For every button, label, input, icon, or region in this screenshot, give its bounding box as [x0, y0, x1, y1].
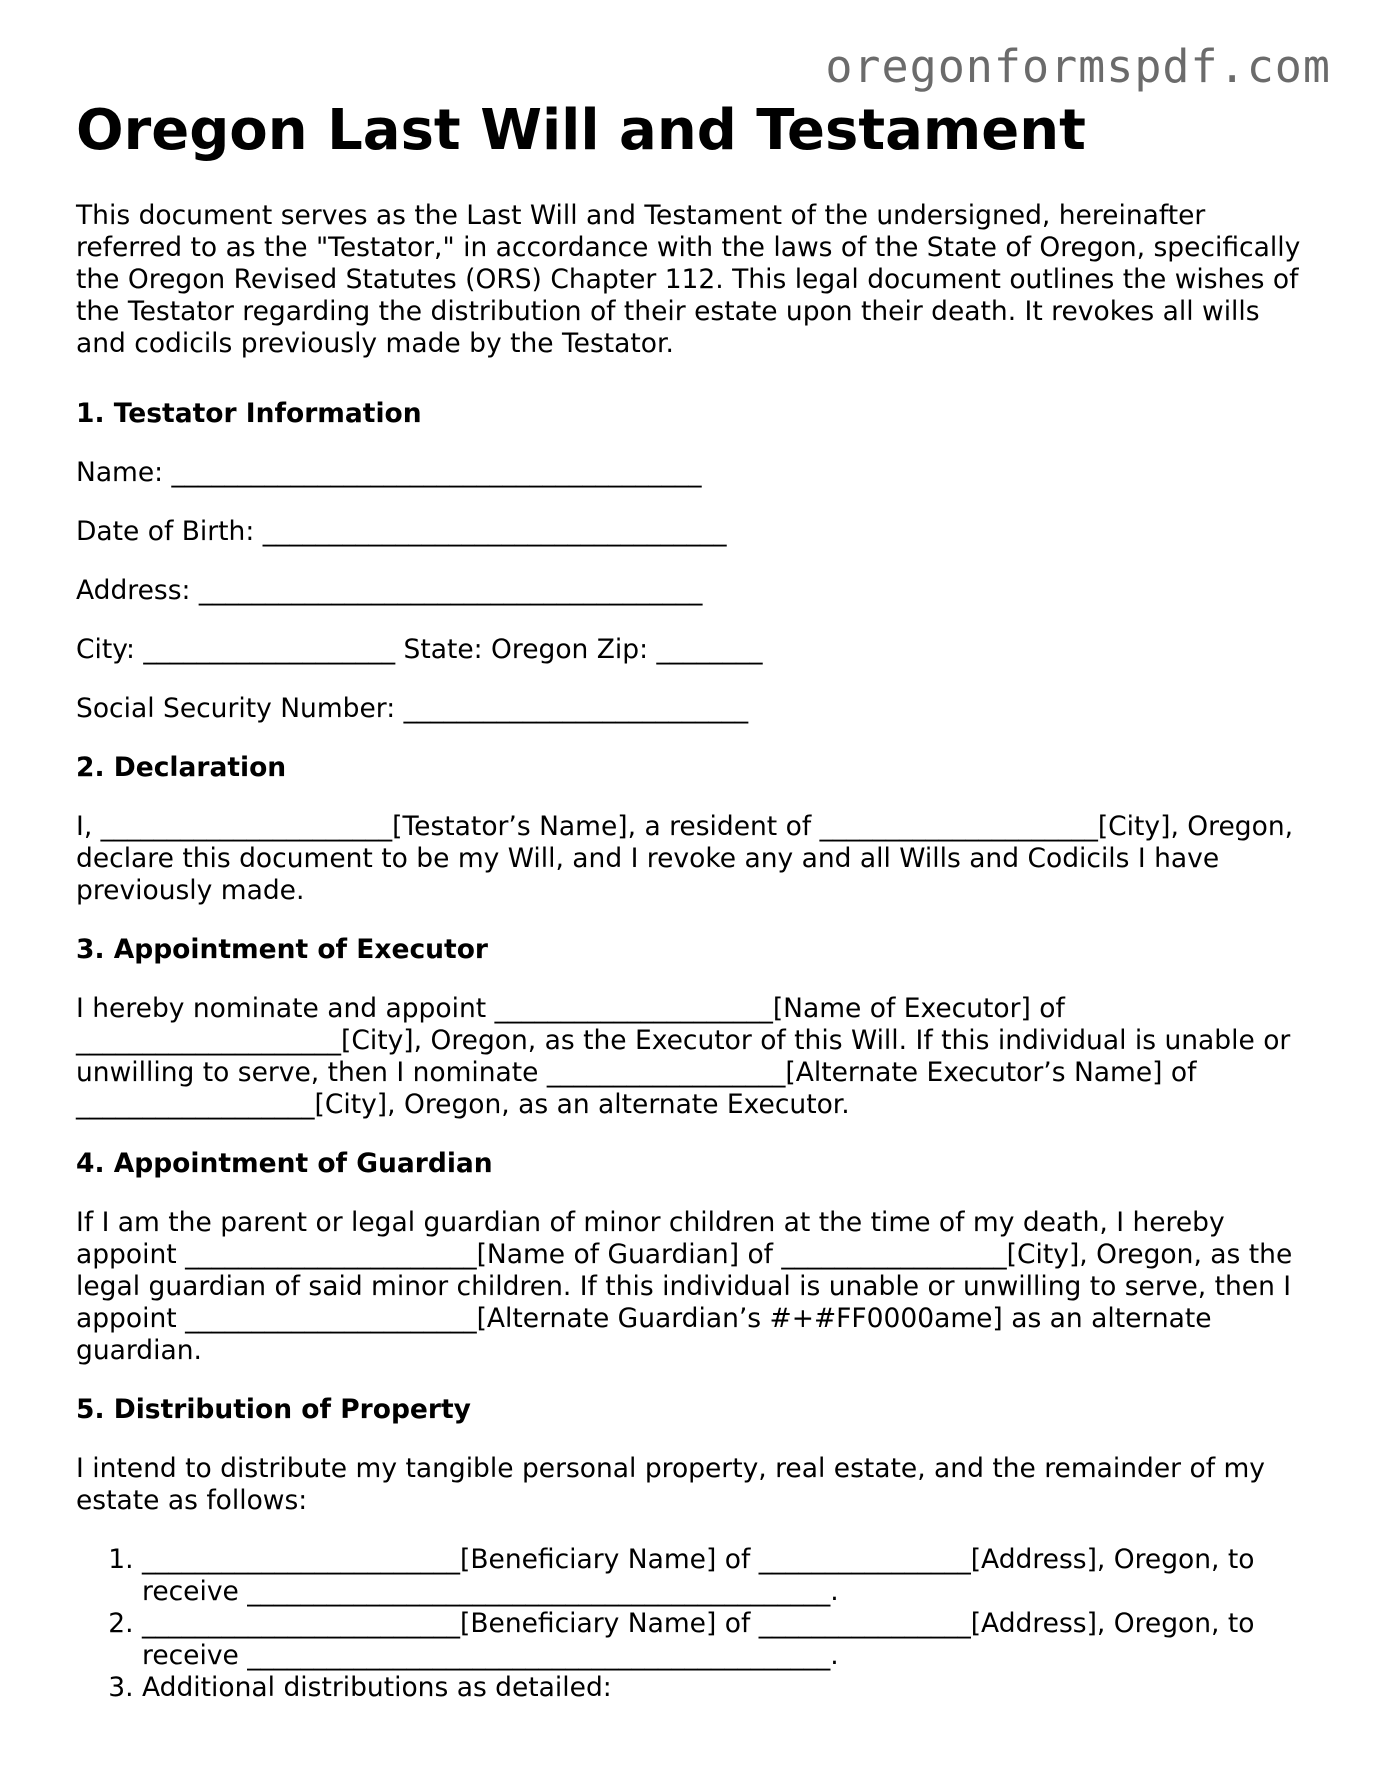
distribution-list: [76, 1544, 1316, 1704]
field-address: Address: ______________________________________: [76, 574, 703, 606]
section-5-heading: 5. Distribution of Property: [76, 1393, 471, 1425]
field-name: Name: ________________________________________: [76, 456, 702, 488]
section-1-heading: 1. Testator Information: [76, 397, 422, 429]
distribution-paragraph: I intend to distribute my tangible personal property, real estate, and the remainder of my estate as follows:: [76, 1452, 1265, 1516]
list-item: 1. ________________________[Beneficiary Name] of ________________[Address], Oregon, to receive ____________________________________________.: [142, 1544, 1316, 1608]
list-item: 2. ________________________[Beneficiary Name] of ________________[Address], Oregon, to receive ____________________________________________.: [142, 1608, 1316, 1672]
document-page: [76, 100, 1316, 1704]
field-city-state-zip: City: ___________________ State: Oregon Zip: ________: [76, 633, 763, 665]
executor-paragraph: I hereby nominate and appoint _____________________[Name of Executor] of ____________________[City], Oregon, as the Executor of this Will. If this individual is unable or unwilling to serve, then I nominate __________________[Alternate Executor’s Name] of __________________[City], Oregon, as an alternate Executor.: [76, 992, 1291, 1120]
section-4-heading: 4. Appointment of Guardian: [76, 1147, 493, 1179]
field-ssn: Social Security Number: __________________________: [76, 692, 749, 724]
declaration-paragraph: I, ______________________[Testator’s Name], a resident of _____________________[City], Oregon, declare this document to be my Will, and I revoke any and all Wills and Codicils I have previously made.: [76, 810, 1294, 906]
section-3-heading: 3. Appointment of Executor: [76, 933, 488, 965]
watermark: oregonformspdf.com: [825, 40, 1331, 93]
field-date-of-birth: Date of Birth: ___________________________________: [76, 515, 727, 547]
document-title: Oregon Last Will and Testament: [76, 98, 1086, 163]
list-item: 3. Additional distributions as detailed:: [142, 1672, 1316, 1704]
intro-paragraph: This document serves as the Last Will and Testament of the undersigned, hereinafter referred to as the "Testator," in accordance with the laws of the State of Oregon, specifically the Oregon Revised Statutes (ORS) Chapter 112. This legal document outlines the wishes of the Testator regarding the distribution of their estate upon their death. It revokes all wills and codicils previously made by the Testator.: [76, 199, 1301, 359]
section-2-heading: 2. Declaration: [76, 751, 287, 783]
guardian-paragraph: If I am the parent or legal guardian of minor children at the time of my death, I hereby appoint ______________________[Name of Guardian] of _________________[City], Oregon, as the legal guardian of said minor children. If this individual is unable or unwilling to serve, then I appoint ______________________[Alternate Guardian’s #+#FF0000ame] as an alternate guardian.: [76, 1206, 1293, 1366]
